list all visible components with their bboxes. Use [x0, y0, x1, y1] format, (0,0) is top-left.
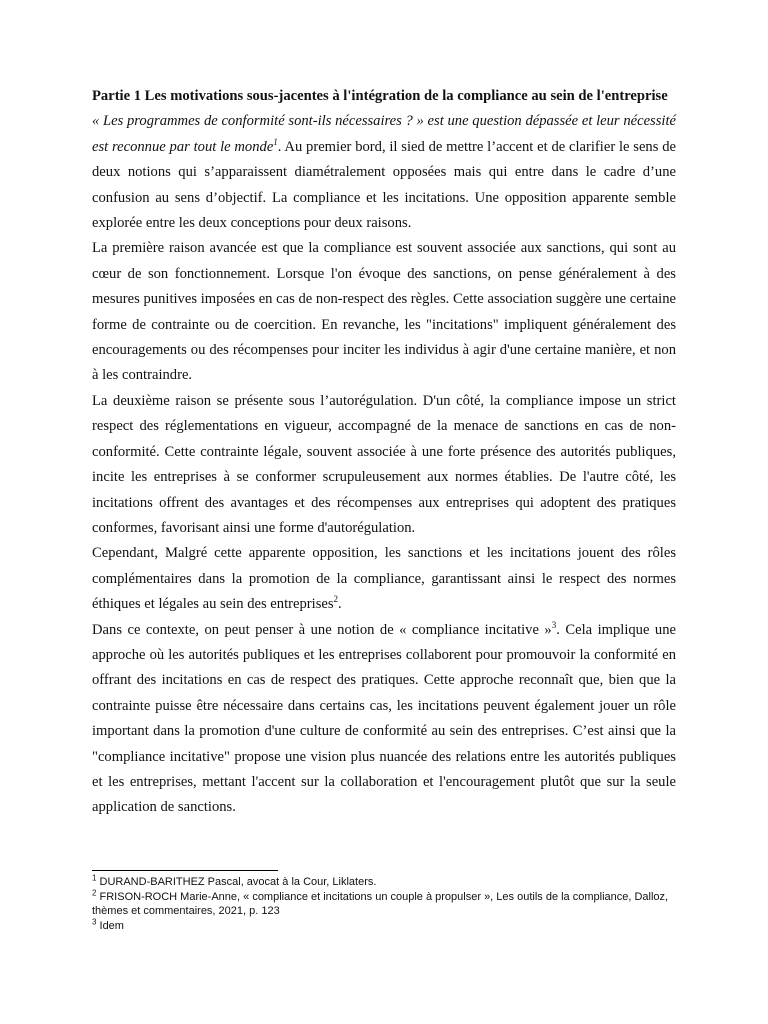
footnote-text: Idem [96, 919, 124, 932]
paragraph-2: La première raison avancée est que la compliance est souvent associée aux sanctions, qui sont au cœur de son fonctionnement. Lorsque l'on évoque des sanctions, on pense généralement à des mesures punitives imposées en cas de non-respect des règles. Cette association suggère une certaine forme de contrainte ou de coercition. En revanche, les "incitations" impliquent généralement des encouragements ou des récompenses pour inciter les individus à agir d'une certaine manière, et non à les contraindre. [92, 240, 676, 384]
paragraph-1 [92, 109, 676, 236]
footnote-3 [92, 919, 676, 934]
footnote-number: 2 [92, 887, 97, 897]
footnote-2 [92, 887, 676, 919]
document-body [92, 84, 676, 821]
paragraph-4-end: . [338, 596, 342, 613]
section-heading: Partie 1 Les motivations sous-jacentes à l'intégration de la compliance au sein de l'entreprise [92, 88, 668, 104]
footnote-number: 3 [92, 917, 97, 927]
paragraph-1-text: . Au premier bord, il sied de mettre l’accent et de clarifier le sens de deux notions qui s’apparaissent diamétralement opposées mais qui entre dans le cadre d’une confusion au sens d’objectif. La compliance et les incitations. Une opposition apparente semble explorée entre les deux conceptions pour deux raisons. [92, 138, 676, 232]
footnote-ref-2: 2 [333, 594, 339, 605]
opening-quote: « Les programmes de conformité sont-ils nécessaires ? » est une question dépassée et leur nécessité est reconnue par tout le monde [92, 113, 676, 155]
footnote-ref-3: 3 [551, 619, 557, 630]
paragraph-5-text-before: Dans ce contexte, on peut penser à une notion de « compliance incitative » [92, 621, 552, 638]
paragraph-5-text-after: . Cela implique une approche où les autorités publiques et les entreprises collaborent pour promouvoir la conformité en offrant des incitations en cas de respect des pratiques. Cette approche reconnaît que, bien que la contrainte puisse être nécessaire dans certains cas, les incitations peuvent également jouer un rôle important dans la promotion d'une culture de conformité au sein des entreprises. C’est ainsi que la "compliance incitative" propose une vision plus nuancée des relations entre les autorités publiques et les entreprises, mettant l'accent sur la collaboration et l'encouragement plutôt que sur la seule application de sanctions. [92, 621, 676, 816]
footnote-1 [92, 875, 676, 890]
paragraph-4-text: Cependant, Malgré cette apparente opposition, les sanctions et les incitations jouent des rôles complémentaires dans la promotion de la compliance, garantissant ainsi le respect des normes éthiques et légales au sein des entreprises [92, 545, 676, 613]
footnote-text: DURAND-BARITHEZ Pascal, avocat à la Cour, Liklaters. [96, 876, 377, 888]
paragraph-3: La deuxième raison se présente sous l’autorégulation. D'un côté, la compliance impose un strict respect des réglementations en vigueur, accompagné de la menace de sanctions en cas de non-conformité. Cette contrainte légale, souvent associée à une forte présence des autorités publiques, incite les entreprises à se conformer scrupuleusement aux normes établies. De l'autre côté, les incitations offrent des avantages et des récompenses aux entreprises qui adoptent des pratiques conformes, favorisant ainsi une forme d'autorégulation. [92, 392, 676, 536]
footnote-number: 1 [92, 873, 97, 883]
footnotes [92, 870, 676, 933]
paragraph-4 [92, 541, 676, 617]
footnote-text: FRISON-ROCH Marie-Anne, « compliance et incitations un couple à propulser », Les outils de la compliance, Dalloz, thèmes et commentaires, 2021, p. 123 [92, 890, 669, 918]
footnote-ref-1: 1 [273, 136, 278, 147]
paragraph-5 [92, 618, 676, 821]
footnote-separator [92, 870, 278, 871]
